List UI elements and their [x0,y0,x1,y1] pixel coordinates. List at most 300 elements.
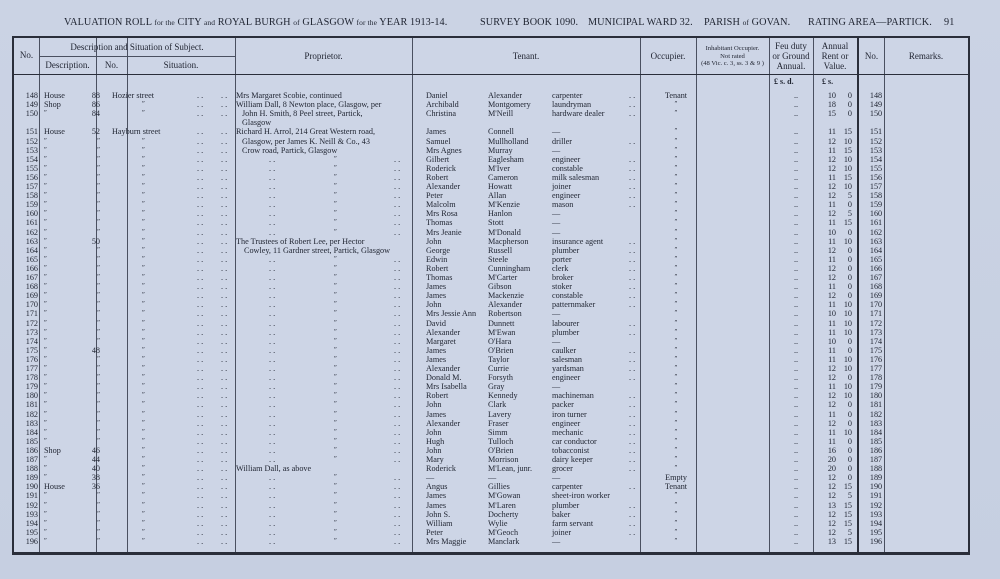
cell-description: ″ [44,309,47,318]
cell-situation: ″ [142,227,145,236]
leader-dots: . . [221,409,228,419]
leader-dots: . . [394,536,401,546]
header-line: Inhabitant Occupier. [705,45,760,52]
leader-dots: . . [197,282,204,292]
cell-feu-duty: .. [793,254,799,264]
leader-dots: . . [629,109,636,119]
leader-dots: . . [197,518,204,528]
cell-proprietor-ditto: . . [269,500,276,510]
cell-no-repeat: 192 [869,500,883,510]
cell-feu-duty: .. [793,318,799,328]
cell-no: 164 [25,245,38,255]
cell-description: ″ [44,109,47,118]
leader-dots: . . [394,445,401,455]
cell-no-repeat: 173 [869,327,883,337]
cell-tenant-first-name: David [426,318,447,328]
cell-occupier: ″ [674,273,678,281]
cell-rent-shillings: 10 [843,427,852,437]
cell-tenant-occupation: engineer [552,418,581,428]
leader-dots: . . [197,436,204,446]
cell-no: 186 [25,445,38,455]
cell-rent-shillings: 10 [843,382,852,392]
cell-no: 168 [25,282,38,292]
leader-dots: . . [197,145,204,155]
table-row [14,528,968,537]
table-row [14,501,968,510]
leader-dots: . . [197,464,204,474]
cell-number: ″ [97,418,100,427]
header-proprietor: Proprietor. [304,51,343,61]
cell-tenant-occupation: machineman [552,391,594,401]
cell-no-repeat: 195 [869,527,883,537]
cell-tenant-occupation: baker [552,509,571,519]
cell-no: 185 [25,436,38,446]
cell-proprietor-ditto: ″ [334,354,337,363]
cell-rent-shillings: 0 [847,291,852,301]
cell-proprietor-ditto: . . [269,527,276,537]
cell-tenant-occupation: broker [552,273,574,282]
cell-rent-shillings: 15 [843,218,852,228]
leader-dots: . . [629,527,636,537]
cell-rent-shillings: 10 [843,236,852,246]
cell-proprietor-ditto: . . [269,491,276,501]
cell-situation: ″ [142,464,145,473]
cell-number: ″ [97,218,100,227]
cell-proprietor-ditto: . . [269,227,276,237]
cell-description: ″ [44,227,47,236]
cell-tenant-surname: M'Gowan [488,491,521,501]
table-row [14,346,968,355]
cell-no-repeat: 164 [869,245,883,255]
cell-description: Shop [44,445,61,455]
leader-dots: . . [221,236,228,246]
cell-feu-duty: .. [793,473,799,483]
cell-tenant-occupation: caulker [552,345,577,355]
leader-dots: . . [394,482,401,492]
cell-feu-duty: .. [793,436,799,446]
cell-rent-shillings: 0 [847,227,852,237]
cell-proprietor-ditto: . . [269,409,276,419]
cell-tenant-surname: M'Laren [488,500,516,510]
leader-dots: . . [197,263,204,273]
cell-tenant-occupation: — [552,127,561,137]
cell-no: 182 [25,409,38,419]
cell-description: ″ [44,136,47,145]
table-row [14,264,968,273]
cell-no-repeat: 177 [869,364,883,373]
cell-feu-duty: .. [793,373,799,383]
leader-dots: . . [197,327,204,337]
cell-no: 196 [25,536,38,546]
cell-no-repeat: 152 [869,136,883,146]
cell-proprietor-ditto: ″ [334,191,337,200]
cell-tenant-occupation: mechanic [552,427,584,437]
cell-proprietor-ditto: ″ [334,436,337,445]
table-row [14,473,968,482]
cell-description: ″ [44,455,47,463]
cell-tenant-occupation: engineer [552,373,581,383]
leader-dots: . . [197,455,204,464]
cell-proprietor-ditto: . . [269,391,276,401]
cell-situation: ″ [142,273,145,281]
leader-dots: . . [394,309,401,319]
cell-proprietor: Richard H. Arrol, 214 Great Western road, [236,127,376,137]
cell-feu-duty: .. [793,191,799,201]
cell-number: ″ [97,373,100,382]
leader-dots: . . [221,191,228,201]
leader-dots: . . [629,291,636,301]
cell-number: ″ [97,536,100,545]
cell-occupier: ″ [674,391,678,400]
cell-tenant-surname: Dunnett [488,318,515,328]
cell-number: ″ [97,336,100,345]
leader-dots: . . [221,300,228,310]
leader-dots: . . [629,136,636,146]
leader-dots: . . [221,536,228,546]
cell-occupier: ″ [674,300,678,309]
leader-dots: . . [197,163,204,173]
cell-description: ″ [44,382,47,391]
leader-dots: . . [197,127,204,137]
cell-tenant-surname: Manclark [488,536,520,546]
cell-rent-shillings: 15 [843,518,852,528]
cell-tenant-surname: M'Lean, junr. [488,464,532,474]
cell-proprietor-ditto: ″ [334,336,337,345]
cell-description: ″ [44,436,47,445]
cell-proprietor-ditto: . . [269,427,276,437]
cell-proprietor-ditto: . . [269,318,276,328]
table-row [14,328,968,337]
cell-number: ″ [97,245,100,254]
cell-situation: ″ [142,282,145,291]
cell-feu-duty: .. [793,154,799,164]
cell-no: 190 [25,482,38,492]
cell-rent-pounds: 20 [827,455,836,464]
cell-proprietor-ditto: . . [269,518,276,528]
cell-rent-shillings: 15 [843,145,852,155]
cell-description: ″ [44,354,47,363]
header-rule [39,56,235,57]
cell-feu-duty: .. [793,109,799,119]
leader-dots: . . [629,327,636,337]
cell-tenant-first-name: John [426,427,442,437]
cell-proprietor: Glasgow [242,118,272,128]
cell-tenant-surname: M'Ewan [488,327,516,337]
leader-dots: . . [197,100,204,110]
cell-occupier: ″ [674,491,678,500]
cell-proprietor-ditto: . . [269,200,276,210]
leader-dots: . . [394,373,401,383]
table-row [14,209,968,218]
cell-rent-pounds: 12 [827,418,836,428]
cell-feu-duty: .. [793,536,799,546]
leader-dots: . . [394,409,401,419]
cell-occupier: Empty [665,473,687,483]
cell-rent-shillings: 0 [847,100,852,110]
cell-tenant-first-name: Daniel [426,91,448,100]
cell-description: ″ [44,191,47,200]
leader-dots: . . [197,418,204,428]
leader-dots: . . [197,409,204,419]
leader-dots: . . [629,509,636,519]
leader-dots: . . [221,282,228,292]
cell-tenant-occupation: dairy keeper [552,455,593,464]
cell-tenant-first-name: Archibald [426,100,459,110]
leader-dots: . . [221,345,228,355]
cell-proprietor-ditto: . . [269,218,276,228]
cell-situation: ″ [142,136,145,145]
leader-dots: . . [394,400,401,410]
cell-description: ″ [44,418,47,427]
cell-number: 88 [91,91,100,100]
cell-number: 38 [91,473,100,483]
cell-no: 188 [25,464,38,474]
leader-dots: . . [629,172,636,182]
header-line: (48 Vic. c. 3, ss. 3 & 9 ) [701,60,764,67]
cell-no: 153 [25,145,38,155]
cell-tenant-first-name: Alexander [426,182,461,191]
cell-occupier: ″ [674,418,678,427]
cell-proprietor-ditto: . . [269,536,276,546]
cell-rent-shillings: 10 [843,163,852,173]
cell-situation: ″ [142,172,145,181]
cell-proprietor-ditto: . . [269,163,276,173]
title-text: and [203,18,216,27]
cell-feu-duty: .. [793,345,799,355]
page-number: 91 [944,17,955,28]
cell-proprietor-ditto: ″ [334,527,337,536]
cell-proprietor-ditto: ″ [334,300,337,309]
table-row [14,91,968,100]
cell-description: ″ [44,291,47,300]
cell-tenant-surname: Gibson [488,282,512,292]
cell-situation: ″ [142,418,145,427]
leader-dots: . . [394,345,401,355]
cell-description: ″ [44,318,47,327]
cell-tenant-occupation: — [552,473,561,483]
header-line: Annual [821,41,849,51]
cell-occupier: ″ [674,354,678,363]
cell-no-repeat: 185 [869,436,883,446]
cell-tenant-surname: Fraser [488,418,509,428]
leader-dots: . . [629,245,636,255]
cell-no: 150 [25,109,38,119]
cell-occupier: ″ [674,518,678,527]
cell-description: ″ [44,163,47,172]
cell-rent-pounds: 10 [827,336,836,346]
cell-situation: ″ [142,245,145,254]
leader-dots: . . [629,200,636,210]
leader-dots: . . [394,527,401,537]
cell-situation: ″ [142,100,145,109]
leader-dots: . . [197,136,204,146]
cell-tenant-occupation: clerk [552,263,569,273]
leader-dots: . . [394,500,401,510]
cell-no: 152 [25,136,38,146]
cell-proprietor-ditto: ″ [334,482,337,491]
cell-situation: ″ [142,373,145,382]
cell-rent-pounds: 12 [827,163,836,173]
table-row [14,355,968,364]
cell-description: ″ [44,182,47,190]
cell-tenant-occupation: yardsman [552,364,584,373]
cell-description: ″ [44,154,47,163]
table-row [14,446,968,455]
leader-dots: . . [221,436,228,446]
cell-tenant-surname: M'Geoch [488,527,519,537]
cell-rent-pounds: 11 [828,327,836,337]
leader-dots: . . [629,445,636,455]
leader-dots: . . [197,427,204,437]
cell-description: ″ [44,364,47,372]
cell-tenant-surname: Hanlon [488,209,513,219]
cell-tenant-surname: Cameron [488,172,519,182]
cell-occupier: ″ [674,263,678,272]
cell-occupier: ″ [674,345,678,354]
title-text: for the [154,18,175,27]
table-row [14,228,968,237]
cell-tenant-occupation: patternmaker [552,300,596,310]
cell-tenant-first-name: Samuel [426,136,451,146]
cell-tenant-occupation: mason [552,200,574,210]
cell-proprietor-ditto: . . [269,473,276,483]
cell-feu-duty: .. [793,409,799,419]
cell-rent-shillings: 10 [843,327,852,337]
leader-dots: . . [629,482,636,492]
cell-situation: ″ [142,391,145,400]
leader-dots: . . [394,263,401,273]
cell-tenant-surname: M'Carter [488,273,518,282]
cell-situation: ″ [142,445,145,454]
cell-no-repeat: 162 [869,227,883,237]
leader-dots: . . [221,154,228,164]
table-row [14,464,968,473]
leader-dots: . . [629,163,636,173]
cell-situation: ″ [142,200,145,209]
leader-dots: . . [629,191,636,201]
cell-tenant-occupation: plumber [552,500,580,510]
leader-dots: . . [197,500,204,510]
running-head [64,17,992,31]
cell-number: ″ [97,309,100,318]
cell-tenant-surname: Cunningham [488,263,531,273]
cell-tenant-first-name: Roderick [426,464,457,474]
cell-rent-pounds: 11 [828,382,836,392]
cell-tenant-first-name: Alexander [426,418,461,428]
cell-rent-pounds: 11 [828,200,836,210]
cell-tenant-surname: Currie [488,364,509,373]
cell-proprietor-ditto: . . [269,300,276,310]
table-row [14,428,968,437]
header-inhabitant-occupier [696,45,769,68]
cell-feu-duty: .. [793,336,799,346]
cell-rent-shillings: 0 [847,109,852,119]
cell-situation: ″ [142,163,145,172]
cell-proprietor: The Trustees of Robert Lee, per Hector [236,236,365,246]
cell-rent-pounds: 13 [827,500,836,510]
cell-proprietor-ditto: ″ [334,291,337,300]
cell-description: ″ [44,273,47,281]
cell-number: ″ [97,182,100,190]
cell-proprietor: William Dall, 8 Newton place, Glasgow, per [236,100,382,110]
cell-tenant-occupation: laundryman [552,100,592,110]
cell-situation: ″ [142,409,145,418]
cell-tenant-occupation: — [552,382,561,392]
cell-feu-duty: .. [793,382,799,392]
leader-dots: . . [197,373,204,383]
cell-tenant-occupation: — [552,336,561,346]
cell-description: ″ [44,254,47,263]
cell-feu-duty: .. [793,127,799,137]
leader-dots: . . [197,109,204,119]
header-line: Value. [823,61,847,71]
cell-rent-pounds: 12 [827,482,836,492]
table-row [14,309,968,318]
cell-no: 193 [25,509,38,519]
cell-rent-shillings: 10 [843,136,852,146]
cell-number: ″ [97,409,100,418]
cell-proprietor-ditto: . . [269,336,276,346]
cell-situation: ″ [142,209,145,218]
cell-no-repeat: 178 [869,373,883,383]
cell-proprietor-ditto: ″ [334,263,337,272]
leader-dots: . . [221,163,228,173]
cell-proprietor-ditto: . . [269,445,276,455]
cell-occupier: ″ [674,527,678,536]
leader-dots: . . [394,282,401,292]
cell-rent-pounds: 12 [827,391,836,401]
cell-situation: ″ [142,336,145,345]
cell-tenant-surname: Steele [488,254,509,264]
cell-no-repeat: 159 [869,200,883,210]
cell-tenant-first-name: Angus [426,482,448,492]
leader-dots: . . [394,273,401,282]
cell-number: ″ [97,400,100,409]
leader-dots: . . [221,455,228,464]
cell-rent-shillings: 15 [843,500,852,510]
cell-number: 46 [91,445,100,455]
survey-book: SURVEY BOOK 1090. [480,17,579,28]
cell-no: 177 [25,364,38,373]
cell-rent-pounds: 11 [828,300,836,310]
cell-no-repeat: 175 [869,345,883,355]
cell-rent-shillings: 0 [847,282,852,292]
leader-dots: . . [197,473,204,483]
table-row [14,337,968,346]
cell-no-repeat: 157 [869,182,883,191]
cell-tenant-occupation: — [552,218,561,228]
cell-tenant-occupation: sheet-iron worker [552,491,610,501]
leader-dots: . . [221,427,228,437]
cell-tenant-first-name: Mary [426,455,444,464]
leader-dots: . . [221,127,228,137]
cell-number: ″ [97,209,100,218]
table-row [14,400,968,409]
cell-rent-pounds: 11 [828,145,836,155]
leader-dots: . . [197,172,204,182]
header-line: Feu duty [775,41,807,51]
cell-situation: ″ [142,354,145,363]
cell-no: 173 [25,327,38,337]
cell-situation: ″ [142,527,145,536]
cell-tenant-first-name: Robert [426,391,449,401]
cell-tenant-surname: M'Kenzie [488,200,520,210]
cell-rent-shillings: 10 [843,300,852,310]
cell-proprietor-ditto: . . [269,436,276,446]
cell-rent-shillings: 0 [847,91,852,100]
leader-dots: . . [221,182,228,191]
cell-feu-duty: .. [793,491,799,501]
